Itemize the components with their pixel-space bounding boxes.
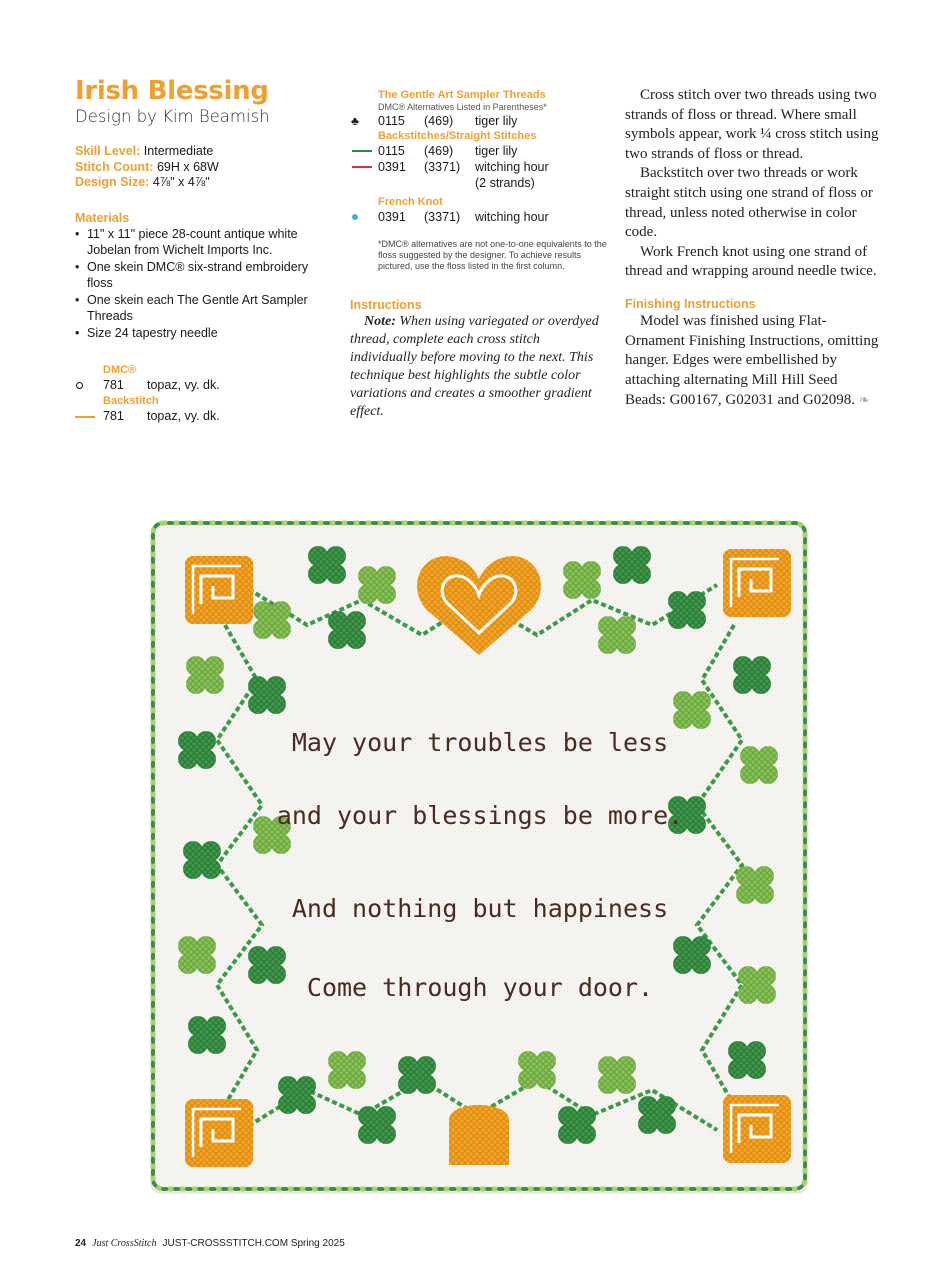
thread-name: tiger lily (475, 144, 518, 158)
clover-motif (183, 841, 221, 879)
thread-code: 0115 (378, 114, 405, 128)
blue-dot-icon (352, 214, 358, 220)
finishing-heading: Finishing Instructions (625, 296, 756, 311)
site-issue: JUST-CROSSSTITCH.COM Spring 2025 (162, 1238, 345, 1249)
page-number: 24 (75, 1238, 87, 1249)
design-specs (75, 144, 337, 191)
thread-code: 0391 (378, 210, 406, 224)
french-knot-heading: French Knot (378, 196, 443, 208)
thread-name-block (475, 159, 549, 191)
bottom-rose (449, 1105, 509, 1165)
red-line-icon (352, 166, 372, 168)
thread-code: 0391 (378, 160, 406, 174)
key-row (350, 143, 610, 159)
green-line-icon (352, 150, 372, 152)
verse-line-3: And nothing but happiness (291, 894, 669, 923)
size-label: Design Size: (75, 175, 150, 189)
dmc-footnote: *DMC® alternatives are not one-to-one equivalents to the floss suggested by the designer. To achieve results pictured, use the floss listed in the first column. (378, 239, 607, 271)
dmc-alternative: (469) (424, 114, 454, 128)
clover-motif (248, 676, 286, 714)
clover-motif (248, 946, 286, 984)
page-footer (75, 1238, 345, 1249)
magazine-name: Just CrossStitch (92, 1238, 157, 1249)
clover-motif (638, 1096, 676, 1134)
count-value: 69H x 68W (156, 159, 219, 174)
clover-motif (738, 966, 776, 1004)
clover-motif (308, 546, 346, 584)
key-row (75, 377, 337, 394)
clover-motif (358, 1106, 396, 1144)
clover-motif (598, 616, 636, 654)
key-row (350, 209, 610, 225)
clover-motif (253, 601, 291, 639)
finishing-paragraph (625, 312, 880, 411)
clover-motif (178, 731, 216, 769)
page-title: Irish Blessing (75, 76, 269, 106)
size-value: 4⅞" x 4⅞" (152, 175, 210, 189)
cross-stitch-photo (147, 515, 812, 1200)
middle-column (350, 88, 610, 421)
verse-line-1: May your troubles be less (291, 728, 669, 757)
key-row (350, 159, 610, 191)
clover-motif (740, 746, 778, 784)
instructions-heading: Instructions (350, 298, 422, 312)
corner-rose (185, 556, 253, 624)
clover-motif (188, 1016, 226, 1054)
clover-motif (558, 1106, 596, 1144)
clover-motif (328, 611, 366, 649)
clover-motif (398, 1056, 436, 1094)
orange-line-icon (75, 416, 95, 418)
clover-motif (728, 1041, 766, 1079)
instruction-paragraph: Cross stitch over two threads using two strands of floss or thread. Where small symbols appear, work ¼ cross stitch using two strands of floss or thread. (625, 87, 879, 162)
skill-label: Skill Level: (75, 144, 141, 158)
clover-motif (186, 656, 224, 694)
finishing-text: Model was finished using Flat-Ornament Finishing Instructions, omitting hanger. Edges were embellished by attaching alternating Mill Hill Seed Beads: G00167, G02031 and G02098. (625, 312, 879, 409)
instruction-paragraph: Backstitch over two threads or work straight stitch using one strand of floss or thread, unless noted otherwise in color code. (625, 165, 873, 241)
gentle-art-subheading: DMC® Alternatives Listed in Parentheses* (378, 102, 547, 112)
corner-rose (185, 1099, 253, 1167)
materials-list (75, 226, 337, 342)
thread-name: witching hour (475, 160, 549, 174)
dmc-alternative: (3371) (424, 210, 461, 224)
floss-name: topaz, vy. dk. (147, 377, 220, 392)
instruction-paragraph: Work French knot using one strand of thread and wrapping around needle twice. (625, 243, 877, 280)
dmc-color-key (75, 363, 337, 425)
thread-name: tiger lily (475, 114, 518, 128)
list-item: • One skein DMC® six-strand embroidery floss (75, 259, 337, 292)
club-symbol-icon: ♣ (351, 114, 359, 128)
materials-heading: Materials (75, 210, 130, 225)
clover-motif (733, 656, 771, 694)
dmc-alternative: (469) (424, 144, 454, 158)
clover-motif (563, 561, 601, 599)
clover-motif (328, 1051, 366, 1089)
left-column (75, 76, 337, 425)
clover-motif (278, 1076, 316, 1114)
backstitch-heading: Backstitch (103, 395, 159, 407)
corner-rose (723, 549, 791, 617)
dmc-heading: DMC® (103, 364, 137, 376)
floss-code: 781 (103, 408, 124, 423)
clover-motif (673, 691, 711, 729)
clover-motif (178, 936, 216, 974)
instructions-note (350, 313, 610, 421)
list-item: • One skein each The Gentle Art Sampler Threads (75, 292, 337, 325)
gentle-art-heading: The Gentle Art Sampler Threads (378, 89, 546, 101)
skill-value: Intermediate (143, 144, 214, 158)
circle-symbol-icon (76, 382, 83, 389)
corner-rose (723, 1095, 791, 1163)
clover-motif (358, 566, 396, 604)
backstitch-heading: Backstitches/Straight Stitches (378, 130, 537, 142)
strand-note: (2 strands) (475, 176, 535, 190)
note-label: Note: (364, 314, 396, 329)
list-item: • 11" x 11" piece 28-count antique white Jobelan from Wichelt Imports Inc. (75, 226, 337, 259)
clover-motif (668, 591, 706, 629)
verse-line-4: Come through your door. (306, 973, 654, 1002)
list-item: • Size 24 tapestry needle (75, 325, 337, 342)
clover-motif (736, 866, 774, 904)
verse-line-2: and your blessings be more. (276, 801, 684, 830)
clover-motif (518, 1051, 556, 1089)
thread-name: witching hour (475, 210, 549, 224)
key-row (350, 113, 610, 129)
right-column (625, 86, 880, 411)
thread-code: 0115 (378, 144, 405, 158)
clover-motif (673, 936, 711, 974)
floss-code: 781 (103, 377, 124, 392)
end-mark-icon: ❧ (858, 392, 870, 408)
count-label: Stitch Count: (75, 159, 154, 174)
dmc-alternative: (3371) (424, 160, 461, 174)
note-text: When using variegated or overdyed thread, complete each cross stitch individually before moving to the next. This technique best highlights the subtle color variations and creates a smoother gradient effect. (350, 314, 599, 419)
key-row (75, 408, 337, 425)
clover-motif (613, 546, 651, 584)
designer-byline: Design by Kim Beamish (75, 107, 270, 126)
floss-name: topaz, vy. dk. (147, 408, 220, 423)
clover-motif (598, 1056, 636, 1094)
